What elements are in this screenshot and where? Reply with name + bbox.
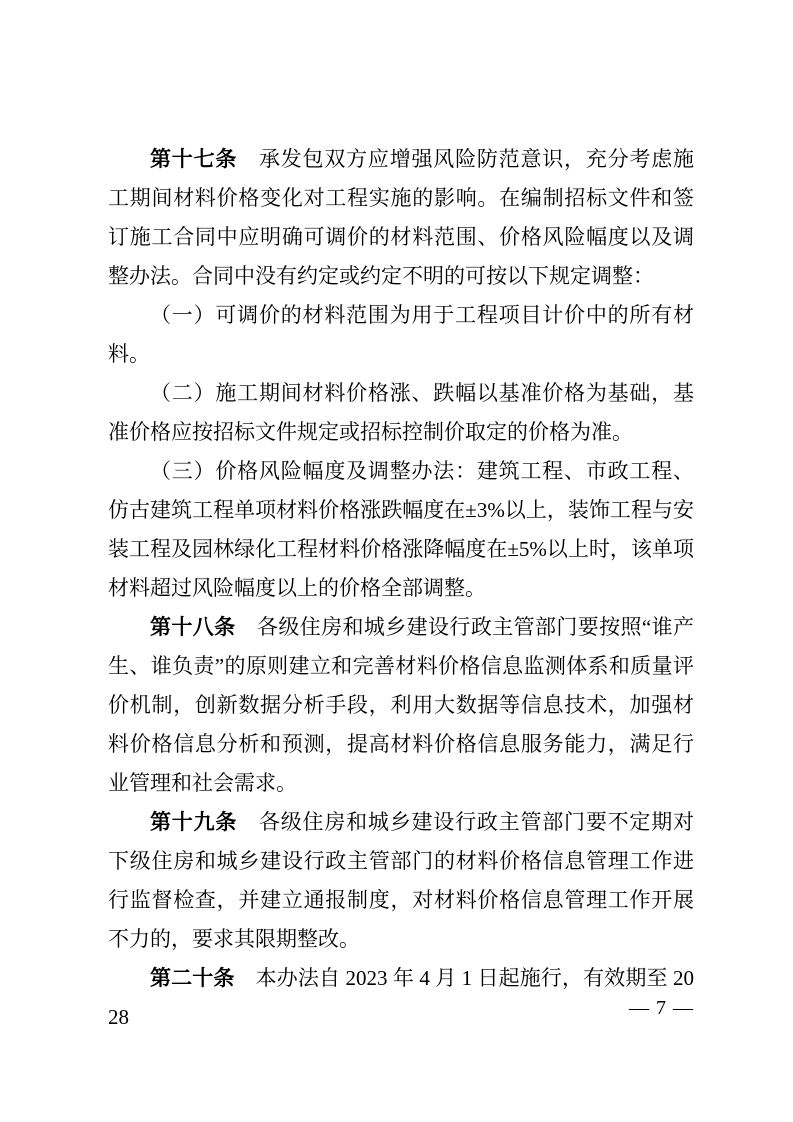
document-body [108,140,694,1037]
paragraph-article-18 [108,608,694,803]
article-17-text: 承发包双方应增强风险防范意识，充分考虑施工期间材料价格变化对工程实施的影响。在编制招标文件和签订施工合同中应明确可调价的材料范围、价格风险幅度以及调整办法。合同中没有约定或约定不明的可按以下规定调整： [108,147,695,288]
item-3-text: （三）价格风险幅度及调整办法：建筑工程、市政工程、仿古建筑工程单项材料价格涨跌幅度在±3%以上，装饰工程与安装工程及园林绿化工程材料价格涨降幅度在±5%以上时，该单项材料超过风险幅度以上的价格全部调整。 [108,459,694,600]
item-2-text: （二）施工期间材料价格涨、跌幅以基准价格为基础，基准价格应按招标文件规定或招标控制价取定的价格为准。 [108,381,694,444]
article-18-label: 第十八条 [150,615,236,639]
article-19-label: 第十九条 [150,810,238,834]
page-number: — 7 — [629,997,694,1019]
article-19-text: 各级住房和城乡建设行政主管部门要不定期对下级住房和城乡建设行政主管部门的材料价格信息管理工作进行监督检查，并建立通报制度，对材料价格信息管理工作开展不力的，要求其限期整改。 [108,810,695,951]
article-17-label: 第十七条 [150,147,238,171]
paragraph-article-19 [108,803,694,959]
article-20-text: 本办法自 2023 年 4 月 1 日起施行，有效期至 2028 [108,966,695,1029]
paragraph-item-1 [108,296,694,374]
article-18-text: 各级住房和城乡建设行政主管部门要按照“谁产生、谁负责”的原则建立和完善材料价格信息监测体系和质量评价机制，创新数据分析手段，利用大数据等信息技术，加强材料价格信息分析和预测，提高材料价格信息服务能力，满足行业管理和社会需求。 [108,615,695,795]
item-1-text: （一）可调价的材料范围为用于工程项目计价中的所有材料。 [108,303,694,366]
paragraph-item-3 [108,452,694,608]
paragraph-article-17 [108,140,694,296]
article-20-label: 第二十条 [150,966,235,990]
paragraph-item-2 [108,374,694,452]
